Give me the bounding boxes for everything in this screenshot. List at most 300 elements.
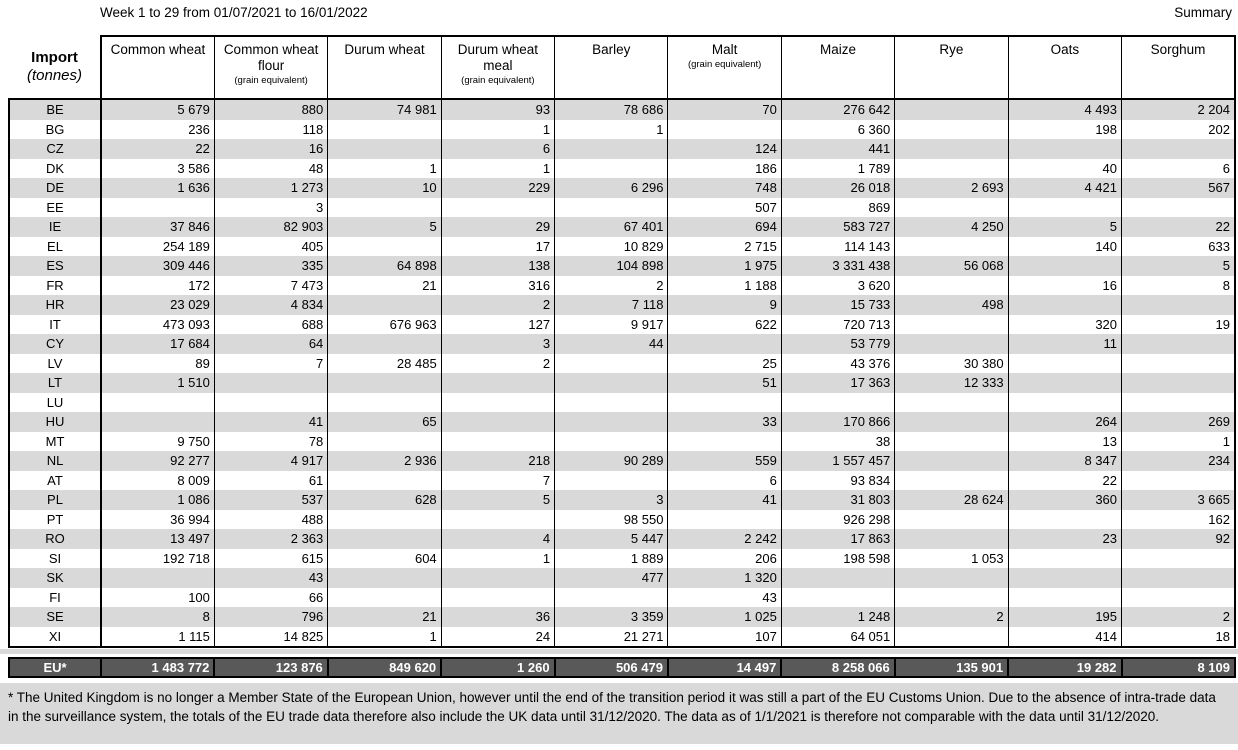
- value-cell: 29: [441, 217, 554, 237]
- value-cell: 2 715: [668, 237, 781, 257]
- value-cell: 3 331 438: [781, 256, 894, 276]
- value-cell: 67 401: [555, 217, 668, 237]
- grain-equivalent-sub: (grain equivalent): [234, 75, 308, 86]
- column-header-label: Malt: [711, 42, 738, 57]
- value-cell: 6: [441, 139, 554, 159]
- value-cell: 5 447: [555, 529, 668, 549]
- table-row: [9, 99, 1235, 120]
- value-cell: 880: [214, 99, 327, 120]
- value-cell: [895, 276, 1008, 296]
- value-cell: 192 718: [101, 549, 214, 569]
- value-cell: 1 789: [781, 159, 894, 179]
- value-cell: 633: [1122, 237, 1235, 257]
- value-cell: 40: [1008, 159, 1121, 179]
- value-cell: 2 363: [214, 529, 327, 549]
- value-cell: 28 485: [328, 354, 441, 374]
- value-cell: 26 018: [781, 178, 894, 198]
- value-cell: 82 903: [214, 217, 327, 237]
- value-cell: [895, 159, 1008, 179]
- value-cell: [328, 334, 441, 354]
- value-cell: 37 846: [101, 217, 214, 237]
- value-cell: 1: [1122, 432, 1235, 452]
- country-code-cell: RO: [9, 529, 101, 549]
- value-cell: [328, 393, 441, 413]
- country-code-cell: BE: [9, 99, 101, 120]
- table-row: [9, 393, 1235, 413]
- value-cell: 92 277: [101, 451, 214, 471]
- value-cell: 2 936: [328, 451, 441, 471]
- value-cell: [1008, 373, 1121, 393]
- value-cell: 4 493: [1008, 99, 1121, 120]
- value-cell: 16: [214, 139, 327, 159]
- value-cell: 234: [1122, 451, 1235, 471]
- value-cell: [555, 139, 668, 159]
- value-cell: [101, 568, 214, 588]
- value-cell: 138: [441, 256, 554, 276]
- country-code-cell: SI: [9, 549, 101, 569]
- value-cell: 195: [1008, 607, 1121, 627]
- value-cell: 6: [1122, 159, 1235, 179]
- column-header-label: Common wheat: [110, 42, 206, 57]
- value-cell: [328, 432, 441, 452]
- value-cell: 65: [328, 412, 441, 432]
- value-cell: 3 359: [555, 607, 668, 627]
- value-cell: [1008, 139, 1121, 159]
- value-cell: 15 733: [781, 295, 894, 315]
- column-header: [101, 36, 214, 99]
- value-cell: [895, 588, 1008, 608]
- value-cell: [895, 334, 1008, 354]
- value-cell: 335: [214, 256, 327, 276]
- value-cell: 3 620: [781, 276, 894, 296]
- value-cell: [1122, 198, 1235, 218]
- column-header-label: Durum wheat: [344, 42, 425, 57]
- value-cell: 51: [668, 373, 781, 393]
- value-cell: [555, 471, 668, 491]
- value-cell: 56 068: [895, 256, 1008, 276]
- value-cell: [1008, 510, 1121, 530]
- value-cell: 604: [328, 549, 441, 569]
- value-cell: 688: [214, 315, 327, 335]
- column-header: [895, 36, 1008, 99]
- eu-total-value: 14 497: [668, 658, 781, 677]
- value-cell: 254 189: [101, 237, 214, 257]
- country-code-cell: LT: [9, 373, 101, 393]
- value-cell: 7: [441, 471, 554, 491]
- country-code-cell: LU: [9, 393, 101, 413]
- value-cell: 7: [214, 354, 327, 374]
- value-cell: 4 917: [214, 451, 327, 471]
- table-row: [9, 178, 1235, 198]
- value-cell: 7 118: [555, 295, 668, 315]
- value-cell: 18: [1122, 627, 1235, 648]
- value-cell: [555, 373, 668, 393]
- table-row: [9, 471, 1235, 491]
- column-header-label: Sorghum: [1150, 42, 1206, 57]
- column-header: [668, 36, 781, 99]
- value-cell: 10: [328, 178, 441, 198]
- value-cell: 53 779: [781, 334, 894, 354]
- value-cell: 5: [441, 490, 554, 510]
- value-cell: 118: [214, 120, 327, 140]
- value-cell: 218: [441, 451, 554, 471]
- value-cell: [1122, 295, 1235, 315]
- value-cell: [895, 510, 1008, 530]
- column-header: [781, 36, 894, 99]
- value-cell: [1122, 549, 1235, 569]
- value-cell: [895, 237, 1008, 257]
- value-cell: [668, 334, 781, 354]
- value-cell: 477: [555, 568, 668, 588]
- value-cell: 30 380: [895, 354, 1008, 374]
- value-cell: [781, 568, 894, 588]
- table-row: [9, 412, 1235, 432]
- value-cell: 64 898: [328, 256, 441, 276]
- value-cell: 22: [1122, 217, 1235, 237]
- value-cell: 186: [668, 159, 781, 179]
- value-cell: 1 975: [668, 256, 781, 276]
- value-cell: [1008, 549, 1121, 569]
- country-code-cell: FR: [9, 276, 101, 296]
- value-cell: 309 446: [101, 256, 214, 276]
- value-cell: [1008, 256, 1121, 276]
- country-code-cell: ES: [9, 256, 101, 276]
- value-cell: 1 025: [668, 607, 781, 627]
- value-cell: 1 557 457: [781, 451, 894, 471]
- country-code-cell: CY: [9, 334, 101, 354]
- table-row: [9, 120, 1235, 140]
- value-cell: 473 093: [101, 315, 214, 335]
- country-code-cell: PT: [9, 510, 101, 530]
- eu-total-value: 1 483 772: [101, 658, 214, 677]
- value-cell: 537: [214, 490, 327, 510]
- value-cell: 9 750: [101, 432, 214, 452]
- value-cell: 1: [328, 627, 441, 648]
- value-cell: [328, 588, 441, 608]
- column-header-label: Maize: [820, 42, 857, 57]
- country-code-cell: AT: [9, 471, 101, 491]
- table-body: [9, 99, 1235, 647]
- value-cell: [441, 510, 554, 530]
- value-cell: 5 679: [101, 99, 214, 120]
- value-cell: 748: [668, 178, 781, 198]
- value-cell: [895, 529, 1008, 549]
- value-cell: 78: [214, 432, 327, 452]
- value-cell: 100: [101, 588, 214, 608]
- value-cell: [1122, 354, 1235, 374]
- table-row: [9, 159, 1235, 179]
- value-cell: 507: [668, 198, 781, 218]
- value-cell: 64 051: [781, 627, 894, 648]
- country-code-cell: CZ: [9, 139, 101, 159]
- value-cell: 264: [1008, 412, 1121, 432]
- value-cell: 104 898: [555, 256, 668, 276]
- country-code-cell: DE: [9, 178, 101, 198]
- value-cell: 6 296: [555, 178, 668, 198]
- value-cell: [1122, 471, 1235, 491]
- value-cell: [1122, 588, 1235, 608]
- value-cell: 38: [781, 432, 894, 452]
- value-cell: [328, 568, 441, 588]
- value-cell: 17: [441, 237, 554, 257]
- value-cell: 2 693: [895, 178, 1008, 198]
- footnote: * The United Kingdom is no longer a Member State of the European Union, however until the end of the transition period it was still a part of the EU Customs Union. Due to the absence of intra-trade data in the surveillance system, the totals of the EU trade data therefore also include the UK data until 31/12/2020. The data as of 1/1/2021 is therefore not comparable with the data until 31/12/2020.: [0, 683, 1238, 744]
- value-cell: [895, 568, 1008, 588]
- value-cell: 1 320: [668, 568, 781, 588]
- value-cell: [328, 510, 441, 530]
- table-row: [9, 276, 1235, 296]
- value-cell: 229: [441, 178, 554, 198]
- value-cell: 1: [441, 549, 554, 569]
- value-cell: 3 586: [101, 159, 214, 179]
- value-cell: 1 636: [101, 178, 214, 198]
- value-cell: 28 624: [895, 490, 1008, 510]
- import-table: [8, 35, 1236, 648]
- eu-total-value: 135 901: [895, 658, 1008, 677]
- value-cell: 12 333: [895, 373, 1008, 393]
- value-cell: [895, 120, 1008, 140]
- country-code-cell: FI: [9, 588, 101, 608]
- value-cell: 198: [1008, 120, 1121, 140]
- value-cell: [781, 393, 894, 413]
- value-cell: 1: [555, 120, 668, 140]
- value-cell: 8 347: [1008, 451, 1121, 471]
- eu-total-value: 19 282: [1008, 658, 1121, 677]
- value-cell: [328, 529, 441, 549]
- summary-label: Summary: [1174, 5, 1232, 20]
- country-code-cell: PL: [9, 490, 101, 510]
- value-cell: 3: [214, 198, 327, 218]
- value-cell: 5: [328, 217, 441, 237]
- table-row: [9, 315, 1235, 335]
- value-cell: 36 994: [101, 510, 214, 530]
- eu-total-value: 123 876: [214, 658, 327, 677]
- value-cell: 9 917: [555, 315, 668, 335]
- value-cell: 8: [101, 607, 214, 627]
- value-cell: [214, 373, 327, 393]
- value-cell: 43: [668, 588, 781, 608]
- country-code-cell: SE: [9, 607, 101, 627]
- value-cell: 2 204: [1122, 99, 1235, 120]
- table-row: [9, 217, 1235, 237]
- value-cell: [328, 295, 441, 315]
- value-cell: 43: [214, 568, 327, 588]
- column-header: [328, 36, 441, 99]
- value-cell: [555, 354, 668, 374]
- country-code-cell: XI: [9, 627, 101, 648]
- column-header: [441, 36, 554, 99]
- value-cell: 13: [1008, 432, 1121, 452]
- value-cell: 1 115: [101, 627, 214, 648]
- value-cell: 21 271: [555, 627, 668, 648]
- value-cell: [1122, 568, 1235, 588]
- value-cell: 78 686: [555, 99, 668, 120]
- grain-equivalent-sub: (grain equivalent): [687, 59, 762, 70]
- value-cell: 170 866: [781, 412, 894, 432]
- value-cell: [1008, 295, 1121, 315]
- country-code-cell: DK: [9, 159, 101, 179]
- value-cell: 360: [1008, 490, 1121, 510]
- eu-total-value: 506 479: [555, 658, 668, 677]
- eu-total-label: EU*: [9, 658, 101, 677]
- value-cell: 2: [895, 607, 1008, 627]
- value-cell: 269: [1122, 412, 1235, 432]
- value-cell: [1008, 198, 1121, 218]
- value-cell: [895, 412, 1008, 432]
- value-cell: 17 363: [781, 373, 894, 393]
- value-cell: 8 009: [101, 471, 214, 491]
- value-cell: 622: [668, 315, 781, 335]
- import-label: Import: [31, 49, 78, 66]
- value-cell: 24: [441, 627, 554, 648]
- value-cell: [441, 412, 554, 432]
- value-cell: 498: [895, 295, 1008, 315]
- eu-total-row: [9, 658, 1235, 677]
- value-cell: 6: [668, 471, 781, 491]
- value-cell: 320: [1008, 315, 1121, 335]
- value-cell: 869: [781, 198, 894, 218]
- value-cell: 202: [1122, 120, 1235, 140]
- value-cell: 43 376: [781, 354, 894, 374]
- country-code-cell: EL: [9, 237, 101, 257]
- value-cell: [895, 432, 1008, 452]
- column-header-label: Rye: [939, 42, 964, 57]
- value-cell: 236: [101, 120, 214, 140]
- value-cell: [328, 237, 441, 257]
- value-cell: [555, 198, 668, 218]
- value-cell: 615: [214, 549, 327, 569]
- value-cell: 92: [1122, 529, 1235, 549]
- table-row: [9, 510, 1235, 530]
- value-cell: 2 242: [668, 529, 781, 549]
- value-cell: 93 834: [781, 471, 894, 491]
- value-cell: [328, 471, 441, 491]
- value-cell: 559: [668, 451, 781, 471]
- value-cell: 567: [1122, 178, 1235, 198]
- value-cell: 2: [441, 354, 554, 374]
- value-cell: 172: [101, 276, 214, 296]
- country-code-cell: IT: [9, 315, 101, 335]
- value-cell: 926 298: [781, 510, 894, 530]
- value-cell: 7 473: [214, 276, 327, 296]
- value-cell: 276 642: [781, 99, 894, 120]
- value-cell: [1122, 334, 1235, 354]
- column-header: [1008, 36, 1121, 99]
- value-cell: 583 727: [781, 217, 894, 237]
- value-cell: [1122, 373, 1235, 393]
- table-row: [9, 549, 1235, 569]
- value-cell: [441, 393, 554, 413]
- value-cell: 198 598: [781, 549, 894, 569]
- value-cell: 720 713: [781, 315, 894, 335]
- column-header-label: Durum wheat meal: [457, 42, 539, 73]
- value-cell: [668, 120, 781, 140]
- value-cell: 25: [668, 354, 781, 374]
- value-cell: 1 086: [101, 490, 214, 510]
- table-row: [9, 139, 1235, 159]
- value-cell: 22: [101, 139, 214, 159]
- value-cell: 31 803: [781, 490, 894, 510]
- value-cell: 10 829: [555, 237, 668, 257]
- value-cell: [101, 198, 214, 218]
- value-cell: [1122, 393, 1235, 413]
- value-cell: 1 273: [214, 178, 327, 198]
- value-cell: [441, 198, 554, 218]
- value-cell: [1008, 393, 1121, 413]
- value-cell: 23: [1008, 529, 1121, 549]
- value-cell: 22: [1008, 471, 1121, 491]
- country-code-cell: HR: [9, 295, 101, 315]
- value-cell: [101, 412, 214, 432]
- value-cell: 1 889: [555, 549, 668, 569]
- value-cell: [781, 588, 894, 608]
- table-row: [9, 490, 1235, 510]
- value-cell: 2: [441, 295, 554, 315]
- value-cell: 114 143: [781, 237, 894, 257]
- value-cell: 41: [214, 412, 327, 432]
- value-cell: 405: [214, 237, 327, 257]
- value-cell: 2: [1122, 607, 1235, 627]
- value-cell: 6 360: [781, 120, 894, 140]
- value-cell: 628: [328, 490, 441, 510]
- value-cell: 13 497: [101, 529, 214, 549]
- value-cell: 21: [328, 607, 441, 627]
- value-cell: 1 188: [668, 276, 781, 296]
- table-row: [9, 568, 1235, 588]
- value-cell: 107: [668, 627, 781, 648]
- eu-total-value: 8 258 066: [781, 658, 894, 677]
- value-cell: [214, 393, 327, 413]
- value-cell: [895, 99, 1008, 120]
- country-code-cell: EE: [9, 198, 101, 218]
- value-cell: 70: [668, 99, 781, 120]
- table-row: [9, 432, 1235, 452]
- country-code-cell: IE: [9, 217, 101, 237]
- value-cell: [555, 412, 668, 432]
- table-row: [9, 451, 1235, 471]
- value-cell: 11: [1008, 334, 1121, 354]
- value-cell: [1008, 588, 1121, 608]
- value-cell: [328, 198, 441, 218]
- table-row: [9, 627, 1235, 648]
- value-cell: 21: [328, 276, 441, 296]
- value-cell: 19: [1122, 315, 1235, 335]
- value-cell: 33: [668, 412, 781, 432]
- value-cell: [441, 373, 554, 393]
- value-cell: 64: [214, 334, 327, 354]
- value-cell: 8: [1122, 276, 1235, 296]
- value-cell: [441, 568, 554, 588]
- value-cell: [555, 588, 668, 608]
- table-row: [9, 237, 1235, 257]
- import-corner-cell: [9, 36, 101, 99]
- header-row: [9, 36, 1235, 99]
- value-cell: 127: [441, 315, 554, 335]
- table-row: [9, 198, 1235, 218]
- table-row: [9, 588, 1235, 608]
- eu-total-value: 849 620: [328, 658, 441, 677]
- eu-total-table: [8, 657, 1236, 678]
- value-cell: 41: [668, 490, 781, 510]
- table-row: [9, 295, 1235, 315]
- value-cell: 4 250: [895, 217, 1008, 237]
- value-cell: 1 053: [895, 549, 1008, 569]
- country-code-cell: MT: [9, 432, 101, 452]
- column-header: [1122, 36, 1235, 99]
- grain-equivalent-sub: (grain equivalent): [461, 75, 535, 86]
- value-cell: 98 550: [555, 510, 668, 530]
- separator-band: [0, 649, 1238, 654]
